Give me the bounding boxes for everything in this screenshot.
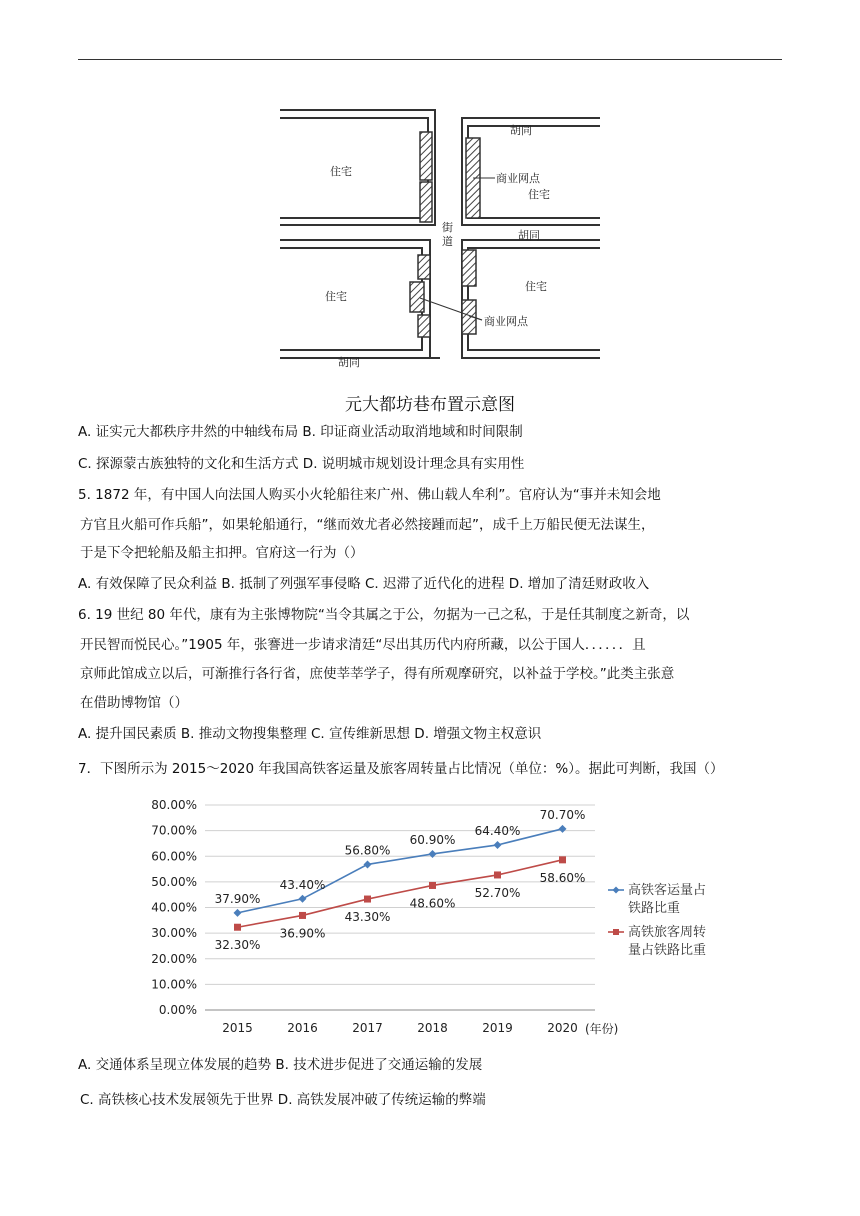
data-label: 37.90% [214, 891, 261, 906]
data-label: 60.90% [409, 832, 456, 847]
x-axis-unit: (年份) [585, 1022, 619, 1036]
data-label: 43.40% [279, 877, 326, 892]
data-label: 36.90% [279, 926, 326, 941]
series-2-point [429, 882, 436, 889]
data-label: 48.60% [409, 896, 456, 911]
header-rule [78, 59, 782, 60]
label-residence-tl: 住宅 [330, 165, 352, 178]
x-tick-label: 2018 [417, 1021, 448, 1035]
series-1-point [234, 909, 242, 917]
label-hutong-top: 胡同 [510, 124, 532, 137]
y-tick-label: 50.00% [151, 874, 197, 889]
q6-stem-4: 在借助博物馆（） [80, 695, 188, 711]
q6-stem-2: 开民智而悦民心。”1905 年，张謇进一步请求清廷“尽出其历代内府所藏，以公于国人．．．．．．且 [80, 637, 646, 653]
y-tick-label: 80.00% [151, 798, 197, 812]
label-hutong-bottom: 胡同 [338, 356, 360, 369]
legend-label: 高铁旅客周转 [628, 925, 707, 940]
label-residence-br: 住宅 [525, 280, 547, 293]
x-tick-label: 2016 [287, 1021, 318, 1035]
y-tick-label: 0.00% [158, 1003, 197, 1017]
y-tick-label: 10.00% [151, 977, 197, 992]
y-tick-label: 70.00% [151, 823, 197, 838]
series-2-point [559, 856, 566, 863]
yuan-dadu-layout-diagram [270, 100, 610, 370]
q4-options-cd: C. 探源蒙古族独特的文化和生活方式 D. 说明城市规划设计理念具有实用性 [78, 456, 525, 472]
series-2-point [494, 871, 501, 878]
series-2-point [364, 896, 371, 903]
series-1-point [494, 841, 502, 849]
q5-stem-1: 5. 1872 年，有中国人向法国人购买小火轮船往来广州、佛山载人牟利”。官府认为“事并未知会地 [78, 487, 661, 503]
q6-options: A. 提升国民素质 B. 推动文物搜集整理 C. 宣传维新思想 D. 增强文物主权意识 [78, 726, 542, 742]
data-label: 52.70% [474, 885, 521, 900]
data-label: 56.80% [344, 843, 391, 858]
label-commercial-top: 商业网点 [496, 172, 540, 185]
x-tick-label: 2015 [222, 1021, 253, 1035]
label-street-2: 道 [442, 235, 453, 248]
y-tick-label: 40.00% [151, 900, 197, 915]
street-lines [280, 110, 600, 358]
series-1-point [364, 860, 372, 868]
q7-options-cd: C. 高铁核心技术发展领先于世界 D. 高铁发展冲破了传统运输的弊端 [80, 1092, 486, 1108]
q6-stem-1: 6. 19 世纪 80 年代，康有为主张博物院“当令其属之于公，勿据为一己之私，于是任其制度之新奇，以 [78, 607, 690, 623]
q5-stem-3: 于是下令把轮船及船主扣押。官府这一行为（） [80, 545, 364, 561]
series-1-point [559, 825, 567, 833]
data-label: 43.30% [344, 910, 391, 925]
label-residence-bl: 住宅 [325, 290, 347, 303]
x-tick-label: 2020 [547, 1021, 578, 1035]
series-2-point [299, 912, 306, 919]
q7-options-ab: A. 交通体系呈现立体发展的趋势 B. 技术进步促进了交通运输的发展 [78, 1057, 483, 1073]
label-residence-tr: 住宅 [528, 188, 550, 201]
figure-caption: 元大都坊巷布置示意图 [345, 395, 515, 415]
y-tick-label: 60.00% [151, 849, 197, 864]
q5-options: A. 有效保障了民众利益 B. 抵制了列强军事侵略 C. 迟滞了近代化的进程 D. 增加了清廷财政收入 [78, 576, 650, 592]
legend-marker-1 [613, 887, 620, 894]
x-tick-label: 2019 [482, 1021, 513, 1035]
data-label: 70.70% [539, 807, 586, 822]
series-2-point [234, 924, 241, 931]
data-label: 32.30% [214, 938, 261, 953]
legend-label: 高铁客运量占 [628, 883, 707, 898]
q5-stem-2: 方官且火船可作兵船”，如果轮船通行，“继而效尤者必然接踵而起”，成千上万船民便无法谋生， [80, 517, 655, 533]
label-hutong-mid: 胡同 [518, 229, 540, 242]
q7-stem: 7．下图所示为 2015～2020 年我国高铁客运量及旅客周转量占比情况（单位：%）。据此可判断，我国（） [78, 761, 724, 777]
data-label: 64.40% [474, 823, 521, 838]
x-tick-label: 2017 [352, 1021, 383, 1035]
label-street-1: 街 [442, 221, 453, 234]
q6-stem-3: 京师此馆成立以后，可渐推行各行省，庶使莘莘学子，得有所观摩研究，以补益于学校。”此类主张意 [80, 666, 675, 682]
y-tick-label: 30.00% [151, 926, 197, 941]
legend-marker-2 [613, 929, 619, 935]
legend-label: 量占铁路比重 [628, 943, 707, 958]
legend-label: 铁路比重 [628, 901, 681, 916]
series-1-point [299, 895, 307, 903]
q4-options-ab: A. 证实元大都秩序井然的中轴线布局 B. 印证商业活动取消地域和时间限制 [78, 424, 523, 440]
y-tick-label: 20.00% [151, 951, 197, 966]
data-label: 58.60% [539, 870, 586, 885]
rail-share-line-chart [120, 790, 740, 1050]
label-commercial-bottom: 商业网点 [484, 315, 528, 328]
